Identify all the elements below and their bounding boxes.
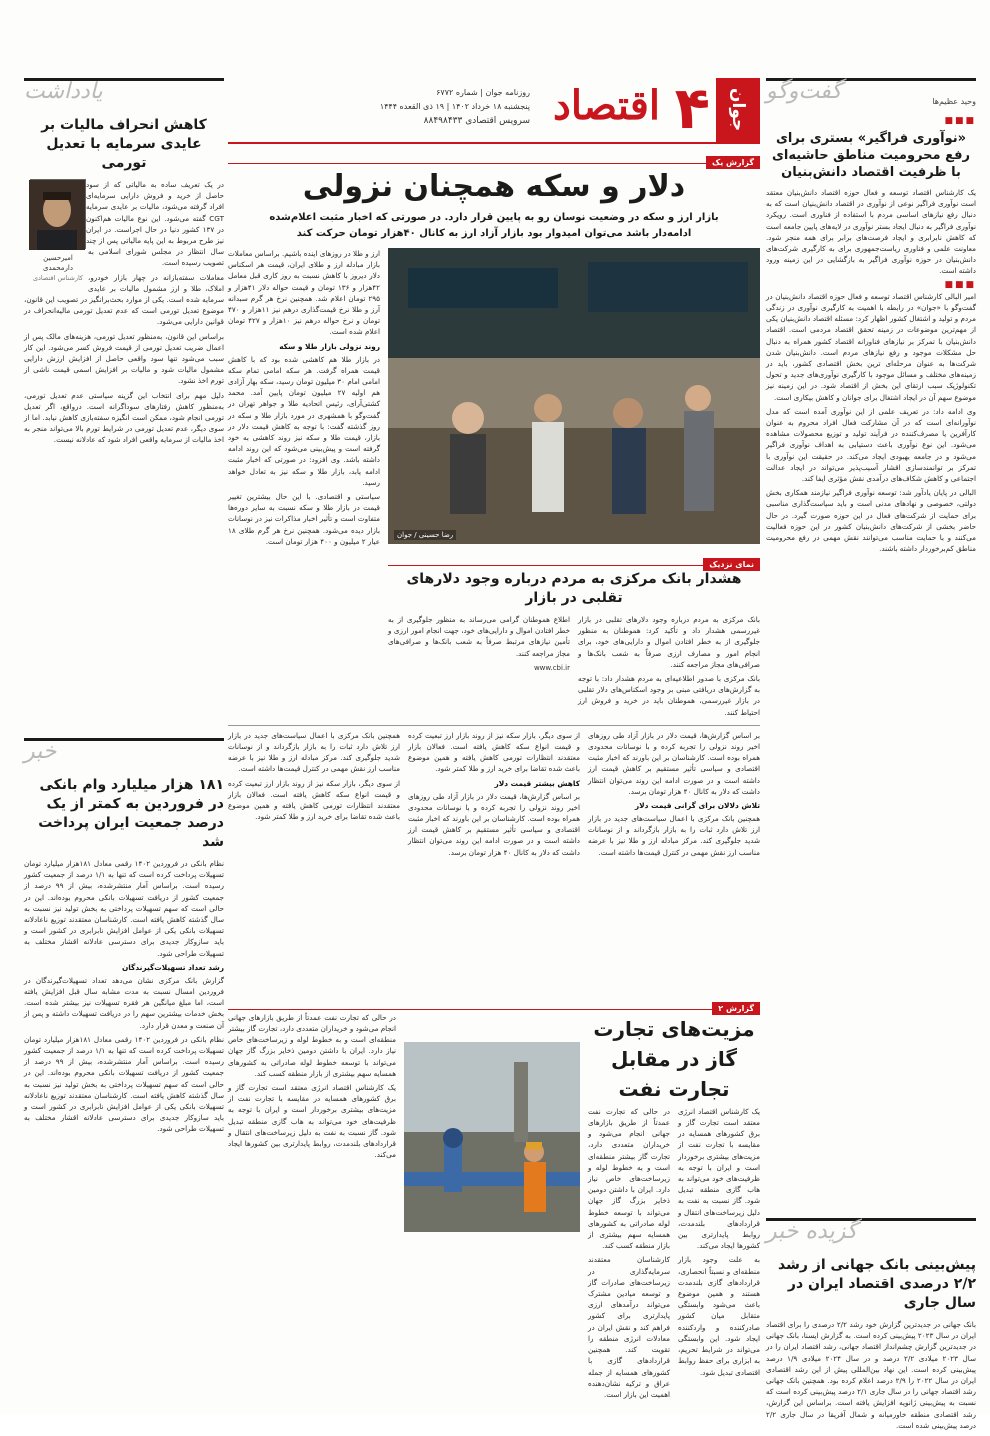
interview-body	[766, 187, 976, 555]
paragraph: امیر البالی کارشناس اقتصاد توسعه و فعال حوزه اقتصاد دانش‌بنیان در گفت‌وگو با «جوان» در رابطه با اهمیت به کارگیری نوآوری در زندگی مردم و تولید و اشتغال کشور اظهار کرد: مسئله اقتصاد دانش‌بنیان یکی از مهم‌ترین موضوعات در زمینه تحقق اقتصاد مردمی است. اقتصاد دانش‌بنیان با تمرکز بر نیازهای فناورانه اقتصاد کشور همراه به دنبال حل مشکلات موجود و رفع نیازهای مردم است. دانش‌بنیان شدن شرکت‌ها به عنوان مرحله‌ای ترین بخش اقتصادی کشور، باید در زمینه‌های مختلف و مسائل موجود با کارگیری نوآوری‌های جدید و تحول تکنولوژیک سبب ارتقای این بخش از اقتصاد شود. در این زمینه نیز موضوع سهم آن در ایجاد اشتغال برای جوانان و کاهش بیکاری است.	[766, 291, 976, 402]
issue-line: روزنامه جوان | شماره ۶۷۷۲	[436, 88, 530, 97]
gas-pipeline-photo	[404, 1042, 580, 1232]
main-lead: بازار ارز و سکه در وضعیت نوسان رو به پایین قرار دارد. در صورتی که اخبار مثبت اعلام‌شده ادامه‌دار باشد می‌توان امیدوار بود بازار آزاد ارز به کانال ۴۰هزار تومان حرکت کند	[269, 212, 719, 239]
near-headline: هشدار بانک مرکزی به مردم درباره وجود دلارهای تقلبی در بازار	[406, 571, 742, 606]
main-headline: دلار و سکه همچنان نزولی	[302, 169, 686, 204]
cbi-link[interactable]: www.cbi.ir	[533, 663, 570, 672]
photo-side-text: ارز و طلا در روزهای اینده باشیم. براساس معاملات بازار مبادله ارز و طلای ایران، قیمت هر اسکناس دلار دیروز با کاهش نسبت به روز کاری قبل معامل ۴۲هزار و ۱۳۶ تومان و قیمت حواله دلار ۴۱هزار و ۲۹۵ تومان اعلام شد. همچنین نرخ هر گرم سبدانه آرز و طلا نرخ قیمت‌گذاری درهم نیز ۱۱هزار و ۴۷۰ تومان و نرخ حواله درهم نیز ۱۰هزار و ۴۲۷ تومان اعلام شده است. روند نزولی بازار طلا و سکه در بازار طلا هم کاهشی شده بود که با کاهش قیمت همراه گرفت. هر سکه امامی تمام سکه امامی امام ۳۰ میلیون تومان رسید، سکه بهار آزادی هم اولیه ۲۷ میلیون تومان پایین آمد. محمد کشتی‌آرای، رئیس اتحادیه طلا و جواهر تهران در گفت‌وگو با همشهری در مورد بازار طلا و سکه در روز گذشته گفت: با توجه به کاهش قیمت دلار در بازار، قیمت طلا و سکه نیز روند کاهشی به خود گرفته است و پیش‌بینی می‌شود که این روند ادامه داشته باشد. وی افزود: در صورتی که اخبار مثبت ادامه یابد، بازار طلا و سکه نیز به تعادل خواهد رسید. سیاستی و اقتصادی. با این حال بیشترین تغییر قیمت در بازار طلا و سکه نسبت به سایر دوره‌ها متفاوت است و تأثیر اخبار مذاکرات نیز در نوسانات بازار دیده می‌شود. همچنین نرخ هر گرم طلای ۱۸ عیار ۲ میلیون و ۴۰۰ هزار تومان است.	[228, 249, 381, 546]
report2-headline: مزیت‌های تجارت گاز در مقابل تجارت نفت	[593, 1016, 755, 1101]
near-kicker: نمای نزدیک	[703, 558, 760, 571]
market-photo	[388, 248, 760, 544]
subheading: تلاش دلالان برای گرانی قیمت دلار	[634, 801, 760, 811]
news-body: بانک جهانی در جدیدترین گزارش خود رشد ۲/۲ درصدی را برای اقتصاد ایران در سال ۲۰۲۳ پیش‌بینی کرده است. به گزارش ایسنا، بانک جهانی در جدیدترین گزارش چشم‌انداز اقتصاد جهانی، رشد اقتصاد ایران را در سال ۲۰۲۳ میلادی ۲/۲ درصد و در سال ۲۰۲۴ میلادی ۱/۹ درصد پیش‌بینی کرده است. این نهاد بین‌المللی پیش از این رشد اقتصادی ایران در سال ۲۰۲۲ را ۲/۹ درصد اعلام کرده بود. همچنین بانک جهانی رشد اقتصاد جهانی را در سال جاری ۲/۱ درصد پیش‌بینی کرده است که نسبت به پیش‌بینی ژانویه افزایش یافته است. براساس این گزارش، رشد اقتصادی منطقه خاورمیانه و شمال آفریقا در سال جاری ۲/۲ درصد پیش‌بینی شده است.	[766, 1320, 976, 1430]
section-divider	[228, 725, 760, 726]
section-title: اقتصاد	[553, 82, 660, 129]
decorative-dots: ■■■	[944, 116, 976, 126]
note-body: امیرحسین دارمحمدی کارشناس اقتصادی در یک تعریف ساده به مالیاتی که از سود حاصل از خرید و فروش دارایی سرمایه‌ای افراد گرفته می‌شود، مالیات بر عایدی سرمایه CGT گفته می‌شود. این نوع مالیات هم‌اکنون در ۱۳۷ کشور دنیا در حال اجراست. در ایران نیز طرح مربوط به این پایه مالیاتی پس از چند سال انتظار در مجلس شورای اسلامی به تصویب رسیده است. معاملات سفته‌بازانه در چهار بازار خودرو، املاک، طلا و ارز مشمول مالیات بر عایدی سرمایه شده است. یکی از موارد بحث‌برانگیز در تصویب این قانون، موضوع تعدیل تورمی است که عدم تعدیل تورمی مالیه‌انحراف در قوانین دارایی می‌شود. براساس این قانون، به‌منظور تعدیل تورمی، هزینه‌های مالک پس از اعمال ضریب تعدیل تورمی از قیمت فروش کسر می‌شود. این کار سبب می‌شود تنها سود واقعی حاصل از افزایش ارزش دارایی مشمول مالیات شود و مالیات بر افزایش اسمی قیمت ناشی از تورم اخذ نشود. دلیل مهم برای انتخاب این گزینه سیاستی عدم تعدیل تورمی، به‌منظور کاهش رفتارهای سوداگرانه است. درواقع، اگر تعدیل تورمی انجام شود، ممکن است انگیزه سفته‌بازی کاهش نیابد. اما از سوی دیگر، عدم تعدیل تورمی در شرایط تورم بالا می‌تواند منجر به اخذ مالیات از سرمایه واقعی افراد شود که عادلانه نیست.	[24, 180, 224, 445]
left-news-body: نظام بانکی در فروردین ۱۴۰۲ رقمی معادل ۱۸۱هزار میلیارد تومان تسهیلات پرداخت کرده است که تنها به ۱/۱ درصد از جمعیت کشور رسیده است. براساس آمار منتشرشده، بیش از ۹۹ درصد از جمعیت کشور از دریافت تسهیلات بانکی محروم بوده‌اند. این در حالی است که سهم تسهیلات پرداختی به بخش تولید نیز نسبت به سال گذشته کاهش یافته است. کارشناسان معتقدند توزیع ناعادلانه تسهیلات بانکی یکی از عوامل افزایش نابرابری در کشور است و باید سازوکار جدیدی برای دسترسی عادلانه اقشار مختلف به تسهیلات طراحی شود. رشد تعداد تسهیلات‌گیرندگان گزارش بانک مرکزی نشان می‌دهد تعداد تسهیلات‌گیرندگان در فروردین امسال نسبت به مدت مشابه سال قبل افزایش یافته است، اما مبلغ میانگین هر فقره تسهیلات نیز بیشتر شده است. بخش خدمات بیشترین سهم را در دریافت تسهیلات داشته و پس از آن صنعت و معدن قرار دارد. نظام بانکی در فروردین ۱۴۰۲ رقمی معادل ۱۸۱هزار میلیارد تومان تسهیلات پرداخت کرده است که تنها به ۱/۱ درصد از جمعیت کشور رسیده است. براساس آمار منتشرشده، بیش از ۹۹ درصد از جمعیت کشور از دریافت تسهیلات بانکی محروم بوده‌اند. این در حالی است که سهم تسهیلات پرداختی به بخش تولید نیز نسبت به سال گذشته کاهش یافته است. کارشناسان معتقدند توزیع ناعادلانه تسهیلات بانکی یکی از عوامل افزایش نابرابری در کشور است و باید سازوکار جدیدی برای دسترسی عادلانه اقشار مختلف به تسهیلات طراحی شود.	[24, 859, 225, 1134]
gas-pipeline-illustration	[404, 1042, 580, 1232]
subheading: رشد تعداد تسهیلات‌گیرندگان	[121, 962, 224, 972]
left-news-banner: خبر	[24, 738, 224, 772]
main-column	[228, 150, 760, 1436]
editor-line: سرویس اقتصادی ۸۸۴۹۸۴۳۳	[423, 116, 530, 126]
decorative-dots: ■■■	[944, 279, 976, 290]
author-caption: امیرحسین دارمحمدی کارشناس اقتصادی	[32, 254, 84, 282]
report2-kicker-line	[228, 996, 760, 1013]
left-news-headline: ۱۸۱ هزار میلیارد وام بانکی در فروردین به کمتر از یک درصد جمعیت ایران پرداخت شد	[38, 777, 224, 850]
byline: وحید عظیم‌ها	[932, 97, 976, 106]
main-body-columns: بر اساس گزارش‌ها، قیمت دلار در بازار آزاد طی روزهای اخیر روند نزولی را تجربه کرده و با نوسانات محدودی همراه بوده است. کارشناسان بر این باورند که اخبار مثبت اقتصادی و سیاسی تأثیر مستقیم بر کاهش قیمت ارز داشته است و در صورت ادامه این روند می‌توان انتظار داشت که دلار به کانال ۴۰ هزار تومان برسد. تلاش دلالان برای گرانی قیمت دلار همچنین بانک مرکزی با اعمال سیاست‌های جدید در بازار ارز تلاش دارد ثبات را به بازار بازگرداند و از نوسانات شدید جلوگیری کند. مرکز مبادله ارز و طلا نیز با عرضه مناسب ارز نقش مهمی در کنترل قیمت‌ها داشته است. از سوی دیگر، بازار سکه نیز از روند بازار ارز تبعیت کرده و قیمت انواع سکه کاهش یافته است. فعالان بازار معتقدند انتظارات تورمی کاهش یافته و همین موضوع باعث شده تقاضا برای خرید ارز و طلا کمتر شود. کاهش بیشتر قیمت دلار بر اساس گزارش‌ها، قیمت دلار در بازار آزاد طی روزهای اخیر روند نزولی را تجربه کرده و با نوسانات محدودی همراه بوده است. کارشناسان بر این باورند که اخبار مثبت اقتصادی و سیاسی تأثیر مستقیم بر کاهش قیمت ارز داشته است و در صورت ادامه این روند می‌توان انتظار داشت که دلار به کانال ۴۰ هزار تومان برسد. همچنین بانک مرکزی با اعمال سیاست‌های جدید در بازار ارز تلاش دارد ثبات را به بازار بازگرداند و از نوسانات شدید جلوگیری کند. مرکز مبادله ارز و طلا نیز با عرضه مناسب ارز نقش مهمی در کنترل قیمت‌ها داشته است. از سوی دیگر، بازار سکه نیز از روند بازار ارز تبعیت کرده و قیمت انواع سکه کاهش یافته است. فعالان بازار معتقدند انتظارات تورمی کاهش یافته و همین موضوع باعث شده تقاضا برای خرید ارز و طلا کمتر شود.	[228, 730, 760, 857]
report-kicker-line	[228, 150, 760, 167]
avatar	[29, 180, 85, 250]
date-line: پنجشنبه ۱۸ خرداد ۱۴۰۲ | ۱۹ ذی القعده ۱۴۴۴	[379, 102, 530, 111]
brand-logo: جوان	[716, 78, 760, 142]
left-column	[24, 78, 225, 1134]
paragraph: البالی در پایان یادآور شد: توسعه نوآوری فراگیر نیازمند همکاری بخش دولتی، خصوصی و نهادهای مدنی است و باید سیاست‌گذاری مناسبی برای حمایت از شرکت‌های فعال در این حوزه صورت گیرد. در حال حاضر بخشی از شرکت‌های دانش‌بنیان کشور در این حوزه فعالیت می‌کنند و با حمایت مناسب می‌توانند نقش مهمی در رفع محرومیت مناطق کم‌برخوردار داشته باشند.	[766, 488, 976, 554]
paragraph: وی ادامه داد: در تعریف علمی از این نوآوری آمده است که مدل نوآورانه‌ای است که در آن مشارکت فعال افراد محروم به عنوان کارآفرین یا مصرف‌کننده در فرآیند تولید و توزیع محصولات مشاهده می‌شود. این نوع نوآوری باعث دستیابی به اهداف نوآوری فراگیر می‌شود و در جامعه بهبودی ایجاد می‌کند. در حقیقت این نوآوری با تمرکز بر توانمندسازی اقشار آسیب‌پذیر می‌تواند در ایجاد عدالت اجتماعی و کاهش شکاف‌های درآمدی نقش مؤثری ایفا کند.	[766, 406, 976, 484]
report-kicker: گزارش یک	[706, 156, 760, 169]
news-banner: گزیده خبر	[766, 1218, 976, 1252]
right-column	[766, 78, 976, 1430]
note-banner: یادداشت	[24, 78, 224, 112]
subheading: کاهش بیشتر قیمت دلار	[494, 778, 580, 788]
photo-caption: رضا حسینی / جوان	[394, 530, 456, 540]
paragraph: یک کارشناس اقتصاد توسعه و فعال حوزه اقتصاد دانش‌بنیان معتقد است نوآوری فراگیر نوعی از نوآوری در اقتصاد دانش‌بنیان است که به دنبال رفع نیازهای اساسی مردم با استفاده از فناوری است. رویکرد نوآوری فراگیر به دنبال ایجاد بستر نوآوری در لایه‌های پایین جامعه است که کاهش نابرابری و ایجاد فرصت‌های برابر برای همه منجر شود. معاونت علمی و فناوری ریاست‌جمهوری برای به کارگیری شرکت‌های دانش‌بنیان در حوزه نوآوری فراگیر به بازگشایی در این زمینه ورود داشته است.	[766, 188, 976, 276]
page-number: ۴	[674, 74, 710, 142]
report2-body-a: یک کارشناس اقتصاد انرژی معتقد است تجارت گاز و برق کشورهای همسایه در مقایسه با تجارت نفت از مزیت‌های بیشتری برخوردار است و ایران با توجه به ظرفیت‌های خود می‌تواند به هاب گازی منطقه تبدیل شود. گاز نسبت به نفت به دلیل زیرساخت‌های انتقال و قراردادهای بلندمدت، روابط پایدارتری بین کشورها ایجاد می‌کند. به علت وجود بازار منطقه‌ای و نسبتاً انحصاری، قراردادهای گازی بلندمدت هستند و همین موضوع باعث می‌شود وابستگی متقابل میان کشور صادرکننده و واردکننده ایجاد شود. این وابستگی می‌تواند در شرایط تحریم، به ابزاری برای حفظ روابط اقتصادی تبدیل شود. در حالی که تجارت نفت عمدتاً از طریق بازارهای جهانی انجام می‌شود و خریداران متعددی دارد، تجارت گاز بیشتر منطقه‌ای است و به خطوط لوله و زیرساخت‌های خاص نیاز دارد. ایران با داشتن دومین ذخایر بزرگ گاز جهان می‌تواند با توسعه خطوط لوله صادراتی به کشورهای همسایه سهم بیشتری از بازار منطقه کسب کند. کارشناسان معتقدند سرمایه‌گذاری در زیرساخت‌های صادرات گاز و توسعه میادین مشترک می‌تواند درآمدهای ارزی پایدارتری برای کشور فراهم کند و نقش ایران در معادلات انرژی منطقه را تقویت کند. همچنین قراردادهای گازی با کشورهای همسایه از جمله عراق و ترکیه نشان‌دهنده اهمیت این بازار است.	[588, 1106, 760, 1399]
report2-kicker: گزارش ۲	[712, 1002, 760, 1015]
market-photo-illustration	[388, 248, 760, 544]
interview-banner: گفت‌وگو وحید عظیم‌ها	[766, 78, 976, 112]
near-body: بانک مرکزی به مردم درباره وجود دلارهای تقلبی در بازار غیررسمی هشدار داد و تأکید کرد: هموطنان به منظور جلوگیری از به خطر افتادن اموال و دارایی‌های خود، برای انجام امور و مصارف ارزی صرفاً به شعب بانک‌ها و صرافی‌های مجاز مراجعه کنند. بانک مرکزی با صدور اطلاعیه‌ای به مردم هشدار داد: با توجه به گزارش‌های دریافتی مبنی بر وجود اسکناس‌های دلار تقلبی در بازار غیررسمی، هموطنان باید در خرید و فروش ارز احتیاط کنند. اطلاع هموطنان گرامی می‌رساند به منظور جلوگیری از به خطر افتادن اموال و دارایی‌های خود، جهت انجام امور ارزی و تأمین نیازهای مرتبط صرفاً به شعب بانک‌ها و صرافی‌های مجاز مراجعه کنند. www.cbi.ir	[388, 615, 760, 717]
near-kicker-line	[388, 552, 760, 569]
subheading: روند نزولی بازار طلا و سکه	[279, 341, 380, 351]
note-headline: کاهش انحراف مالیات بر عایدی سرمایه با تعدیل تورمی	[41, 117, 207, 171]
author-photo	[30, 179, 86, 249]
news-headline: پیش‌بینی بانک جهانی از رشد ۲/۲ درصدی اقتصاد ایران در سال جاری	[778, 1257, 976, 1311]
interview-headline: «نوآوری فراگیر» بستری برای رفع محرومیت مناطق حاشیه‌ای با ظرفیت اقتصاد دانش‌بنیان	[772, 131, 970, 180]
report2-body-b: در حالی که تجارت نفت عمدتاً از طریق بازارهای جهانی انجام می‌شود و خریداران متعددی دارد، تجارت گاز بیشتر منطقه‌ای است و به خطوط لوله و زیرساخت‌های خاص نیاز دارد. ایران با داشتن دومین ذخایر بزرگ گاز جهان می‌تواند با توسعه خطوط لوله صادراتی به کشورهای همسایه سهم بیشتری از بازار منطقه کسب کند. یک کارشناس اقتصاد انرژی معتقد است تجارت گاز و برق کشورهای همسایه در مقایسه با تجارت نفت از مزیت‌های بیشتری برخوردار است و ایران با توجه به ظرفیت‌های خود می‌تواند به هاب گازی منطقه تبدیل شود. گاز نسبت به نفت به دلیل زیرساخت‌های انتقال و قراردادهای بلندمدت، روابط پایدارتری بین کشورها ایجاد می‌کند.	[228, 1012, 396, 1160]
masthead	[228, 74, 760, 144]
